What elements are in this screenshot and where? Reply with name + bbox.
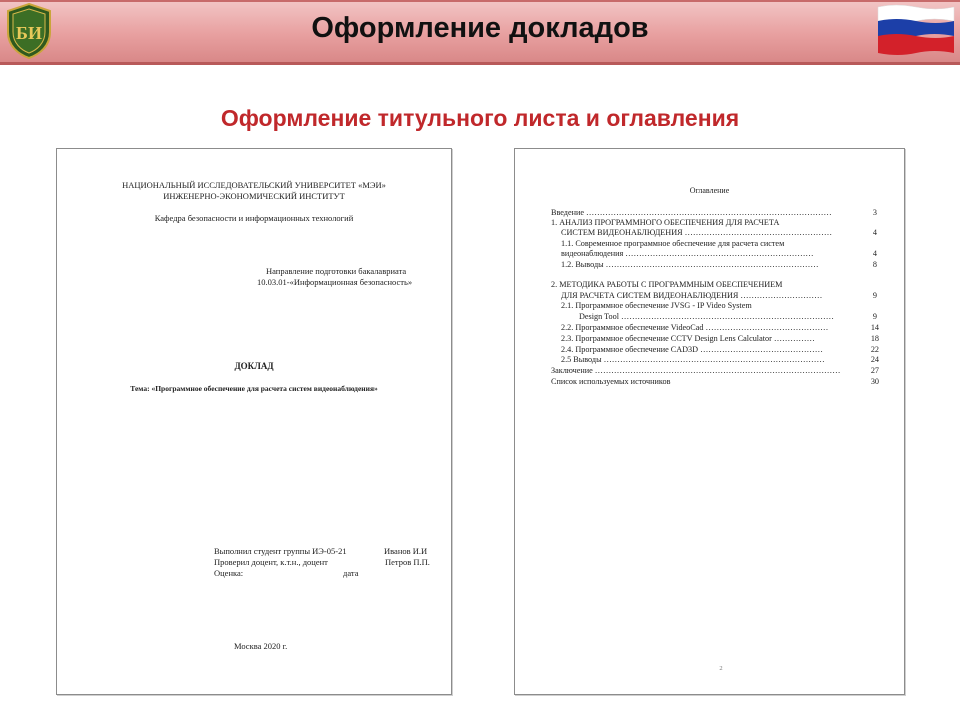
toc-page-num: 18	[870, 334, 879, 343]
toc-entry: 2.2. Программное обеспечение VideoCad ………………………………………	[561, 323, 829, 332]
toc-entry: СИСТЕМ ВИДЕОНАБЛЮДЕНИЯ ………………………………………………	[561, 228, 833, 237]
toc-entry: 2.5 Выводы ………………………………………………………………………	[561, 355, 825, 364]
checked-by-name: Петров П.П.	[385, 557, 430, 567]
toc-page-num: 9	[872, 291, 877, 300]
toc-page-num: 9	[872, 312, 877, 321]
toc-entry: Список используемых источников	[551, 377, 671, 386]
toc-entry: 1.1. Современное программное обеспечение для расчета систем	[561, 239, 785, 248]
direction-value: 10.03.01-«Информационная безопасность»	[257, 277, 413, 287]
report-topic: Тема: «Программное обеспечение для расчета систем видеонаблюдения»	[130, 384, 378, 393]
toc-page-sample	[514, 148, 905, 695]
department-name: Кафедра безопасности и информационных технологий	[154, 213, 354, 223]
toc-entry: 2.1. Программное обеспечение JVSG - IP Video System	[561, 301, 752, 310]
toc-page-num: 14	[870, 323, 879, 332]
date-label: дата	[343, 568, 359, 578]
toc-entry: 2.3. Программное обеспечение CCTV Design Lens Calculator ……………	[561, 334, 815, 343]
page-number: 2	[719, 665, 723, 672]
title-page-sample	[56, 148, 452, 695]
toc-entry: Заключение ………………………………………………………………………………	[551, 366, 841, 375]
grade-label: Оценка:	[214, 568, 244, 578]
toc-page-num: 30	[870, 377, 879, 386]
toc-page-num: 27	[870, 366, 879, 375]
logo-text: БИ	[16, 23, 42, 43]
toc-page-num: 3	[872, 208, 877, 217]
document-type: ДОКЛАД	[234, 361, 274, 371]
toc-heading: Оглавление	[689, 186, 730, 195]
page-title: Оформление докладов	[311, 12, 649, 44]
toc-entry: 1.2. Выводы ……………………………………………………………………	[561, 260, 819, 269]
checked-by-label: Проверил доцент, к.т.н., доцент	[214, 557, 328, 567]
university-name: НАЦИОНАЛЬНЫЙ ИССЛЕДОВАТЕЛЬСКИЙ УНИВЕРСИТЕТ «МЭИ»	[122, 180, 386, 190]
slide-header	[0, 0, 960, 65]
toc-entry: 1. АНАЛИЗ ПРОГРАММНОГО ОБЕСПЕЧЕНИЯ ДЛЯ РАСЧЕТА	[551, 218, 780, 227]
header-top-line	[0, 0, 960, 2]
institute-name: ИНЖЕНЕРНО-ЭКОНОМИЧЕСКИЙ ИНСТИТУТ	[163, 191, 345, 201]
toc-page-num: 4	[872, 228, 877, 237]
city-year: Москва 2020 г.	[234, 641, 288, 651]
toc-page-num: 8	[872, 260, 877, 269]
toc-entry: видеонаблюдения ……………………………………………………………	[561, 249, 814, 258]
toc-page-num: 24	[870, 355, 879, 364]
toc-entry: Design Tool ……………………………………………………………………	[579, 312, 834, 321]
direction-label: Направление подготовки бакалавриата	[266, 266, 407, 276]
toc-page-num: 4	[872, 249, 877, 258]
performed-by-name: Иванов И.И	[384, 546, 428, 556]
toc-entry: ДЛЯ РАСЧЕТА СИСТЕМ ВИДЕОНАБЛЮДЕНИЯ …………………………	[561, 291, 823, 300]
toc-page-num: 22	[870, 345, 879, 354]
toc-entry: 2.4. Программное обеспечение CAD3D ………………………………………	[561, 345, 823, 354]
performed-by-label: Выполнил студент группы ИЭ-05-21	[214, 546, 347, 556]
section-subtitle: Оформление титульного листа и оглавления	[220, 105, 740, 131]
toc-entry: Введение ………………………………………………………………………………	[551, 208, 832, 217]
russia-flag-icon	[876, 3, 956, 57]
toc-entry: 2. МЕТОДИКА РАБОТЫ С ПРОГРАММНЫМ ОБЕСПЕЧЕНИЕМ	[551, 280, 783, 289]
